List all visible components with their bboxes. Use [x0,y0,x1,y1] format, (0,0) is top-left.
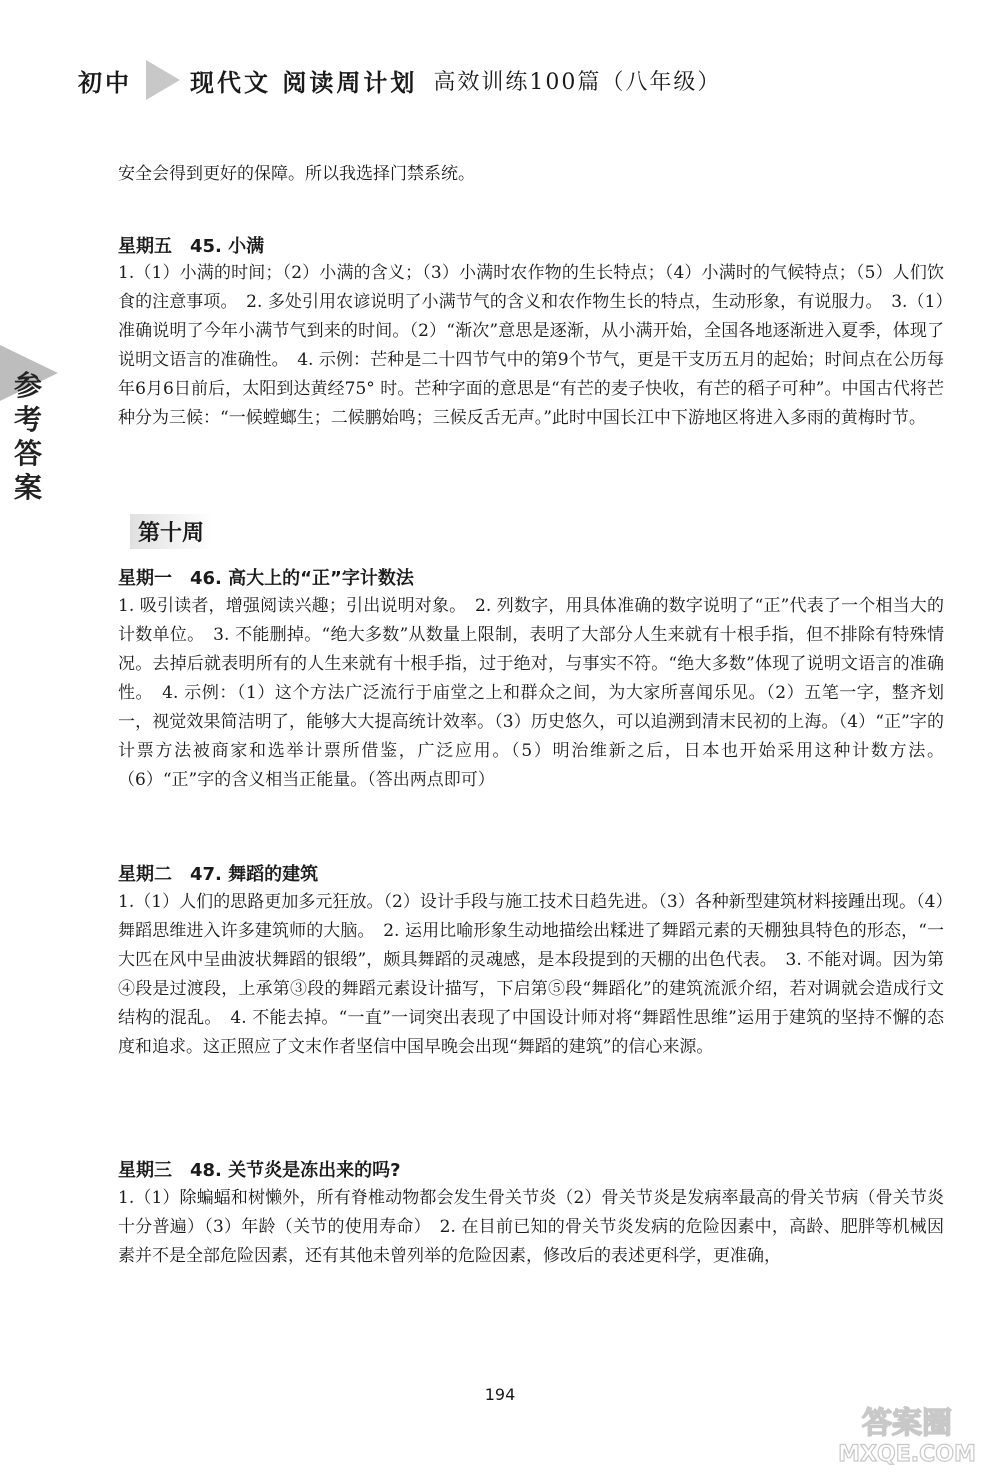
section-text: 1. 吸引读者，增强阅读兴趣；引出说明对象。 2. 列数字，用具体准确的数字说明了“正”代表了一个相当大的计数单位。 3. 不能删掉。“绝大多数”从数量上限制，表明了大部分人生来就有十根手指，但不排除有特殊情况。去掉后就表明所有的人生来就有十根手指，过于绝对，与事实不符。“绝大多数”体现了说明文语言的准确性。 4. 示例：（1）这个方法广泛流行于庙堂之上和群众之间，为大家所喜闻乐见。（2）五笔一字，整齐划一，视觉效果简洁明了，能够大大提高统计效率。（3）历史悠久，可以追溯到清末民初的上海。（4）“正”字的计票方法被商家和选举计票所借鉴，广泛应用。（5）明治维新之后，日本也开始采用这种计数方法。（6）“正”字的含义相当正能量。（答出两点即可） [118,596,944,790]
section-heading [118,860,336,886]
week-heading: 第十周 [130,514,212,549]
section-heading [118,232,282,258]
section-day: 星期三 [118,1160,172,1181]
running-header [78,60,721,100]
section-title: 47. 舞蹈的建筑 [190,864,319,885]
section-title: 48. 关节炎是冻出来的吗? [190,1160,401,1181]
watermark-bottom: MXQE.COM [838,1442,976,1467]
section-title: 46. 高大上的“正”字计数法 [190,568,414,589]
side-tab-label: 参考答案 [13,369,42,504]
section-heading [118,564,432,590]
header-triangle-icon [146,60,180,100]
section-text: 1.（1）小满的时间；（2）小满的含义；（3）小满时农作物的生长特点；（4）小满时的气候特点；（5）人们饮食的注意事项。 2. 多处引用农谚说明了小满节气的含义和农作物生长的特点，生动形象，有说服力。 3.（1）准确说明了今年小满节气到来的时间。（2）“渐次”意思是逐渐，从小满开始，全国各地逐渐进入夏季，体现了说明文语言的准确性。 4. 示例：芒种是二十四节气中的第9个节气，更是干支历五月的起始；时间点在公历每年6月6日前后，太阳到达黄经75° 时。芒种字面的意思是“有芒的麦子快收，有芒的稻子可种”。中国古代将芒种分为三候：“一候螳螂生；二候鹏始鸣；三候反舌无声。”此时中国长江中下游地区将进入多雨的黄梅时节。 [118,263,944,428]
header-level: 初中 [78,68,132,97]
section-title: 45. 小满 [190,236,265,257]
watermark-top: 答案圈 [862,1406,952,1441]
section-day: 星期一 [118,568,172,589]
page-number: 194 [484,1385,516,1404]
section-day: 星期二 [118,864,172,885]
watermark-logo [832,1399,982,1469]
header-title: 现代文 阅读周计划 [190,68,418,97]
side-tab [0,345,58,504]
header-subtitle: 高效训练100篇（八年级） [433,69,722,95]
section-day: 星期五 [118,236,172,257]
section-text: 1.（1）人们的思路更加多元狂放。（2）设计手段与施工技术日趋先进。（3）各种新型建筑材料接踵出现。（4）舞蹈思维进入许多建筑师的大脑。 2. 运用比喻形象生动地描绘出糅进了舞蹈元素的天棚独具特色的形态，“一大匹在风中呈曲波状舞蹈的银缎”，颇具舞蹈的灵魂感，是本段提到的天棚的出色代表。 3. 不能对调。因为第④段是过渡段，上承第③段的舞蹈元素设计描写，下启第⑤段“舞蹈化”的建筑流派介绍，若对调就会造成行文结构的混乱。 4. 不能去掉。“一直”一词突出表现了中国设计师对将“舞蹈性思维”运用于建筑的坚持不懈的态度和追求。这正照应了文末作者坚信中国早晚会出现“舞蹈的建筑”的信心来源。 [118,892,944,1057]
section-text: 1.（1）除蝙蝠和树懒外，所有脊椎动物都会发生骨关节炎（2）骨关节炎是发病率最高的骨关节病（骨关节炎十分普遍）（3）年龄（关节的使用寿命） 2. 在目前已知的骨关节炎发病的危险因素中，高龄、肥胖等机械因素并不是全部危险因素，还有其他未曾列举的危险因素，修改后的表述更科学，更准确， [118,1188,944,1266]
intro-line: 安全会得到更好的保障。所以我选择门禁系统。 [118,164,475,184]
section-heading [118,1156,419,1182]
